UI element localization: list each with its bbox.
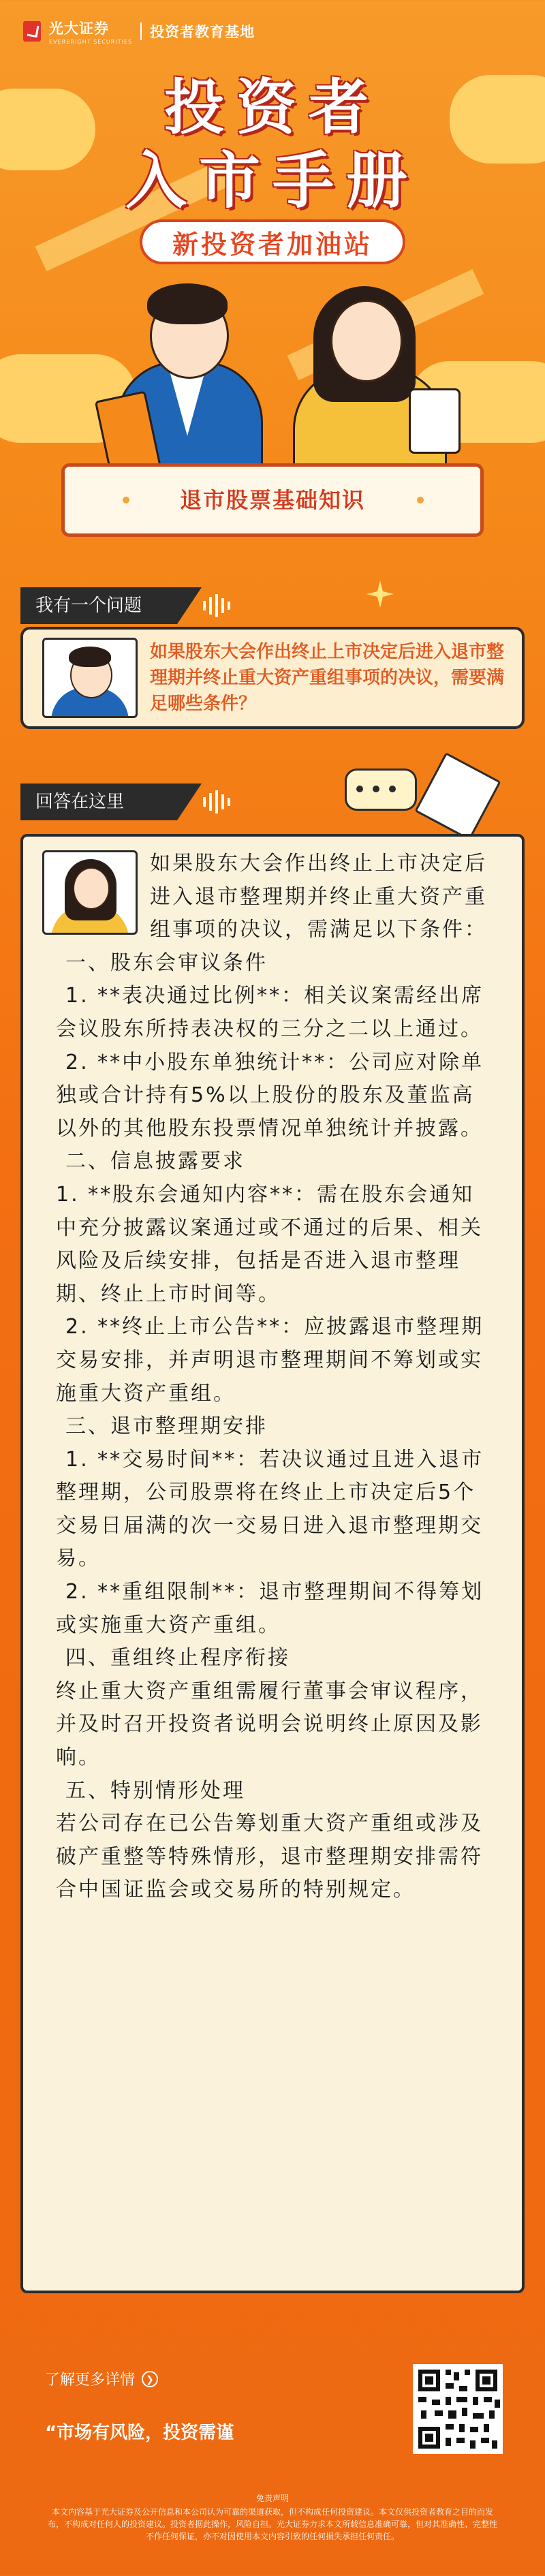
answer-intro: 如果股东大会作出终止上市决定后进入退市整理期并终止重大资产重组事项的决议，需满足以下条件： [150,852,487,942]
brand-divider [140,22,142,40]
hero-title-line2: 入市手册 [125,145,420,217]
risk-motto: “市场有风险，投资需谨 [45,2423,234,2443]
answer-tab-corner [177,783,202,820]
question-tab: 我有一个问题 [20,587,177,624]
chat-bubble-icon [345,769,417,811]
hero-subtitle-badge: 新投资者加油站 [140,219,405,264]
woman-illustration [279,273,456,477]
disclaimer-title: 免责声明 [255,2494,289,2503]
answer-heading-1: 一、股东会审议条件 [65,950,268,975]
sound-wave-icon [203,594,234,617]
answer-item: 2. **重组限制**：退市整理期间不得筹划或实施重大资产重组。 [56,1580,484,1637]
disclaimer-text: 本文内容基于光大证券及公开信息和本公司认为可靠的渠道获取，但不构成任何投资建议。本文仅供投资者教育之目的而发布，不构成对任何人的投资建议。投资者据此操作，风险自担。光大证券力求本文所载信息准确可靠，但对其准确性、完整性不作任何保证，亦不对因使用本文内容引致的任何损失承担任何责任。 [47,2507,497,2541]
education-base-label: 投资者教育基地 [150,24,255,40]
answer-item: 2. **中小股东单独统计**：公司应对除单独或合计持有5%以上股份的股东及董监高以外的其他股东投票情况单独统计并披露。 [56,1050,484,1140]
qr-code [413,2364,503,2454]
question-tab-corner [177,587,202,624]
man-avatar [42,638,138,718]
brand-name: 光大证券 [49,20,109,37]
brand-header [23,18,255,45]
learn-more-label: 了解更多详情 [45,2372,136,2389]
answer-heading-4: 四、重组终止程序衔接 [65,1646,290,1671]
question-text: 如果股东大会作出终止上市决定后进入退市整理期并终止重大资产重组事项的决议，需要满足哪些条件？ [150,642,505,714]
brand-english-name: EVERBRIGHT SECURITIES [49,39,133,45]
answer-item: 若公司存在已公告筹划重大资产重组或涉及破产重整等特殊情形，退市整理期安排需符合中国证监会或交易所的特别规定。 [56,1812,483,1902]
man-illustration [102,273,272,477]
learn-more-link[interactable] [45,2368,158,2389]
answer-tab: 回答在这里 [20,783,177,820]
answer-text [56,848,492,1907]
answer-heading-5: 五、特别情形处理 [65,1778,245,1803]
answer-item: 2. **终止上市公告**：应披露退市整理期交易安排，并声明退市整理期间不筹划或实施重大资产重组。 [56,1315,484,1406]
answer-heading-3: 三、退市整理期安排 [65,1414,268,1439]
chevron-right-icon: ❯ [142,2371,158,2387]
hero-title-line1: 投资者 [164,72,381,142]
sound-wave-icon [203,790,234,813]
document-icon [414,752,501,841]
answer-item: 1. **交易时间**：若决议通过且进入退市整理期，公司股票将在终止上市决定后5个交易日届满的次一交易日进入退市整理期交易。 [56,1447,484,1571]
qr-code-icon [413,2364,503,2454]
sparkle-icon [367,580,394,608]
brand-name-block [49,18,132,45]
answer-item: 1. **表决通过比例**：相关议案需经出席会议股东所持表决权的三分之二以上通过。 [56,984,484,1041]
brand-logo-icon [23,21,41,42]
section-title: 退市股票基础知识 [179,487,365,513]
answer-heading-2: 二、信息披露要求 [65,1149,245,1174]
answer-item: 1. **股东会通知内容**：需在股东会通知中充分披露议案通过或不通过的后果、相关风险及后续安排，包括是否进入退市整理期、终止上市时间等。 [56,1182,483,1306]
answer-item: 终止重大资产重组需履行董事会审议程序，并及时召开投资者说明会说明终止原因及影响。 [56,1679,483,1770]
